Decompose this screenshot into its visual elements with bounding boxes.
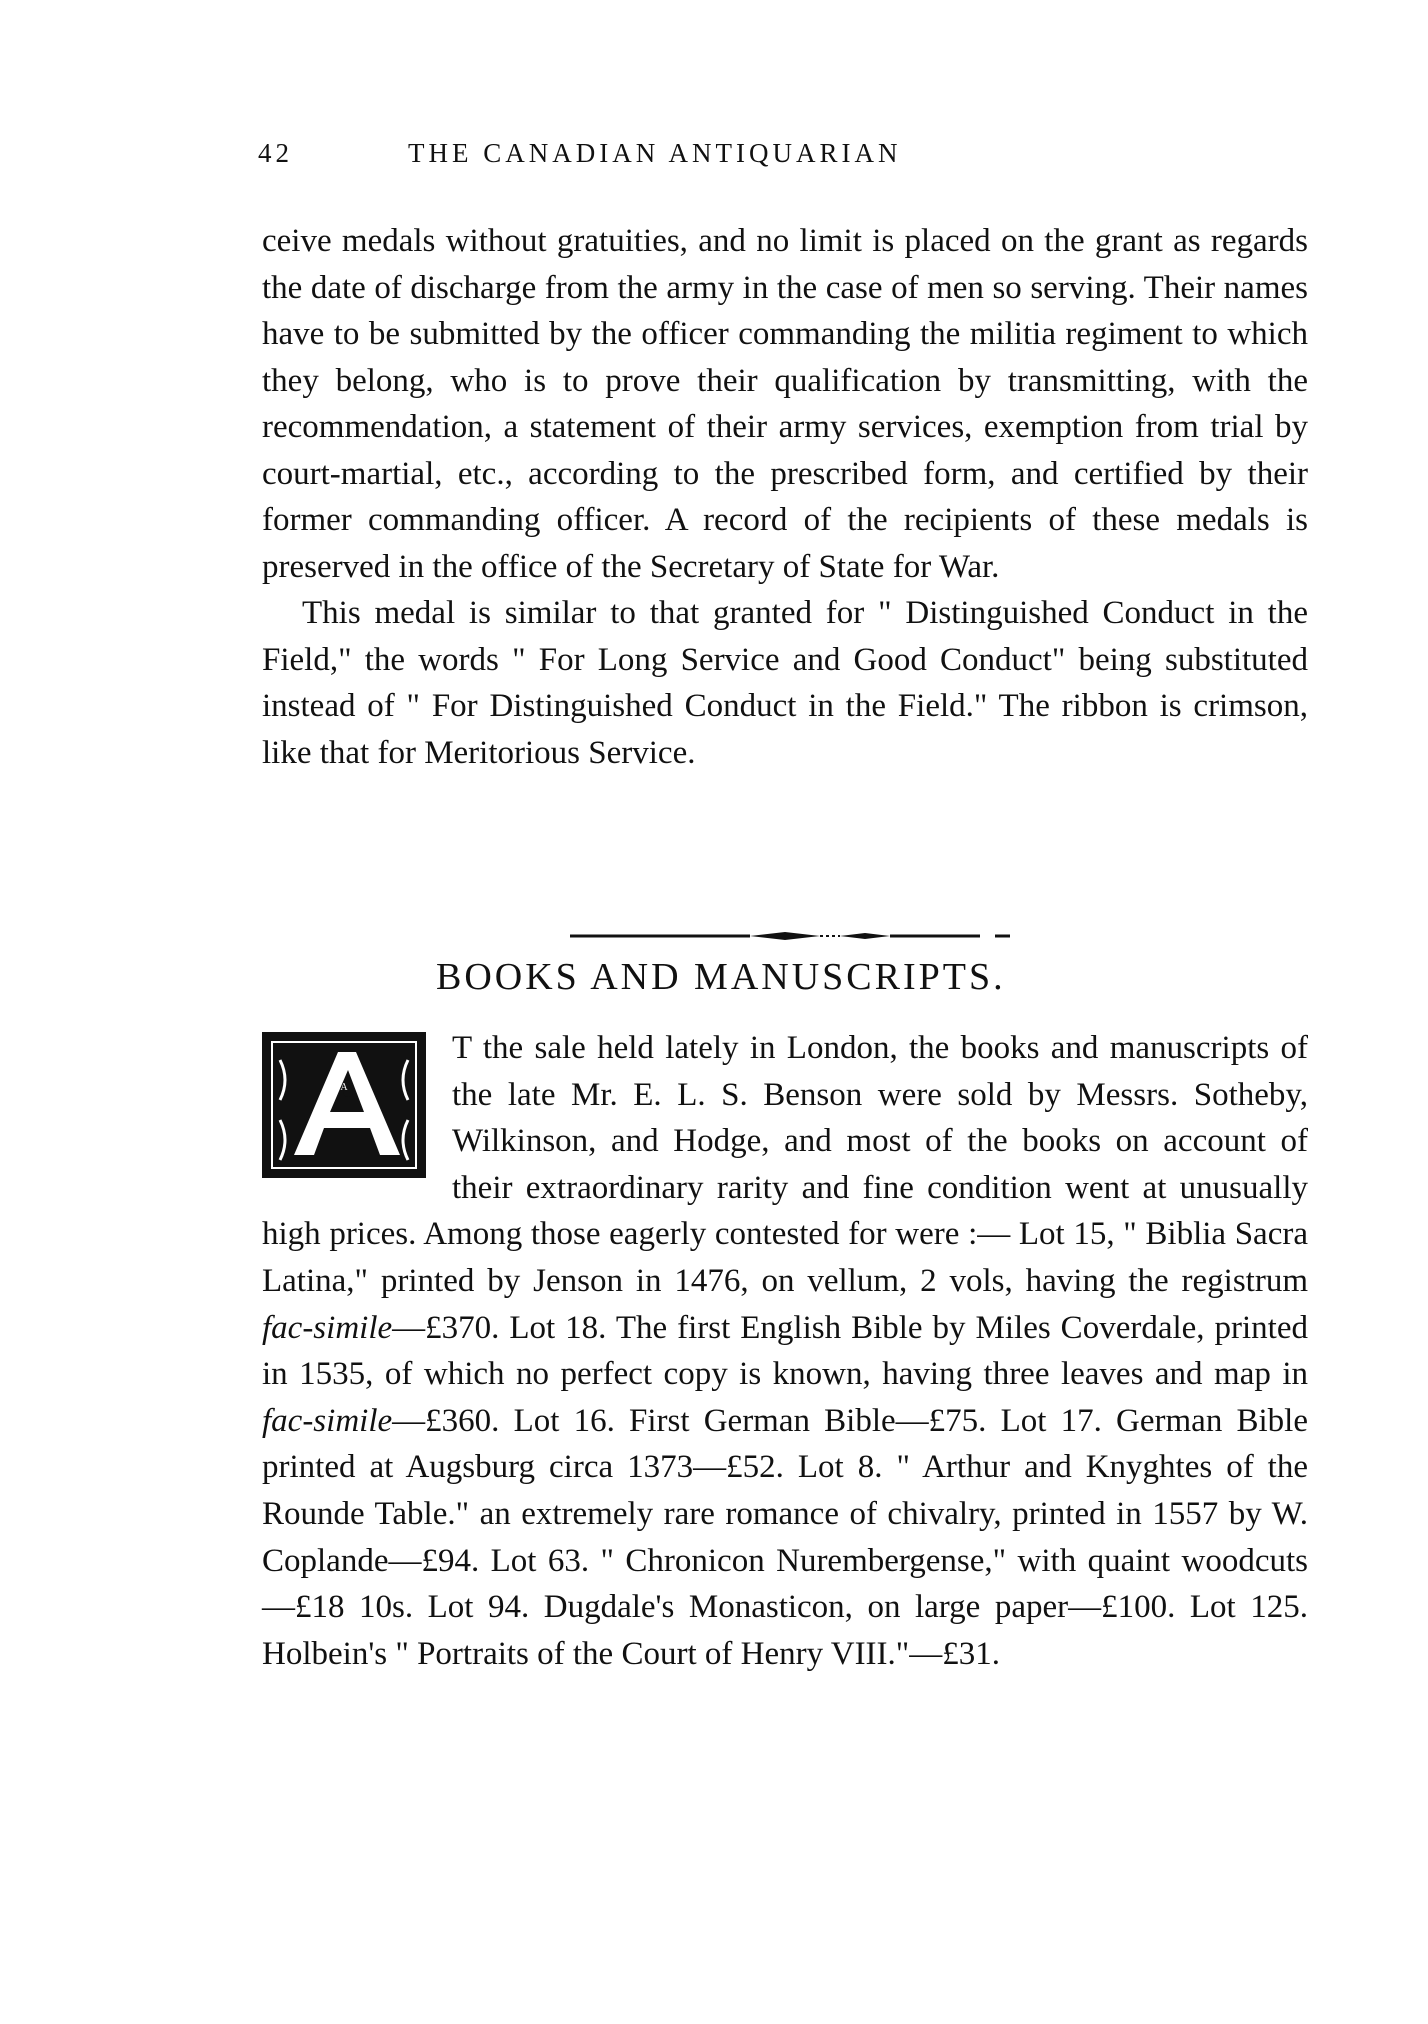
page-header (258, 138, 1308, 178)
paragraph-medals: ceive medals without gratuities, and no limit is placed on the grant as regards the date of discharge from the army in the case of men so serving. Their names have to be submitted by the officer commanding the militia regiment to which they belong, who is to prove their qualification by transmitting, with the recommendation, a statement of their army services, exemption from trial by court-martial, etc., according to the prescribed form, and certified by their former commanding officer. A record of the recipients of these medals is preserved in the office of the Secretary of State for War. (262, 223, 1308, 585)
paragraph-medal-description: This medal is similar to that granted for " Distinguished Conduct in the Field," the words " For Long Service and Good Conduct" being substituted instead of " For Distinguished Conduct in the Field." The ribbon is crimson, like that for Meritorious Service. (262, 595, 1308, 771)
section-text-part-3: —£360. Lot 16. First German Bible—£75. Lot 17. German Bible printed at Augsburg circa 1373—£52. Lot 8. " Arthur and Knyghtes of the Rounde Table." an extremely rare romance of chivalry, printed in 1557 by W. Coplande—£94. Lot 63. " Chronicon Nurembergense," with quaint woodcuts—£18 10s. Lot 94. Dugdale's Monasticon, on large paper—£100. Lot 125. Holbein's " Portraits of the Court of Henry VIII."—£31. (262, 1402, 1308, 1672)
first-letter: T (452, 1030, 472, 1066)
drop-cap-letter: A (340, 1082, 348, 1093)
body-text (262, 218, 1308, 776)
fac-simile-text-1: fac-simile (262, 1309, 393, 1346)
running-title: THE CANADIAN ANTIQUARIAN (408, 138, 902, 168)
fac-simile-text-2: fac-simile (262, 1402, 393, 1439)
section-title: BOOKS AND MANUSCRIPTS. (436, 956, 1006, 998)
section-text-part-2: —£370. Lot 18. The first English Bible by Miles Coverdale, printed in 1535, of which no perfect copy is known, having three leaves and map in (262, 1309, 1308, 1393)
section-divider-ornament (570, 930, 1030, 942)
page-number: 42 (258, 138, 293, 168)
ornamental-drop-cap (260, 1030, 428, 1180)
section-text-part-1: the sale held lately in London, the books and manuscripts of the late Mr. E. L. S. Benson were sold by Messrs. Sotheby, Wilkinson, and Hodge, and most of the books on account of their extraordinary rarity and fine condition went at unusually high prices. Among those eagerly contested for were :— Lot 15, " Biblia Sacra Latina," printed by Jenson in 1476, on vellum, 2 vols, having the registrum (262, 1030, 1309, 1299)
